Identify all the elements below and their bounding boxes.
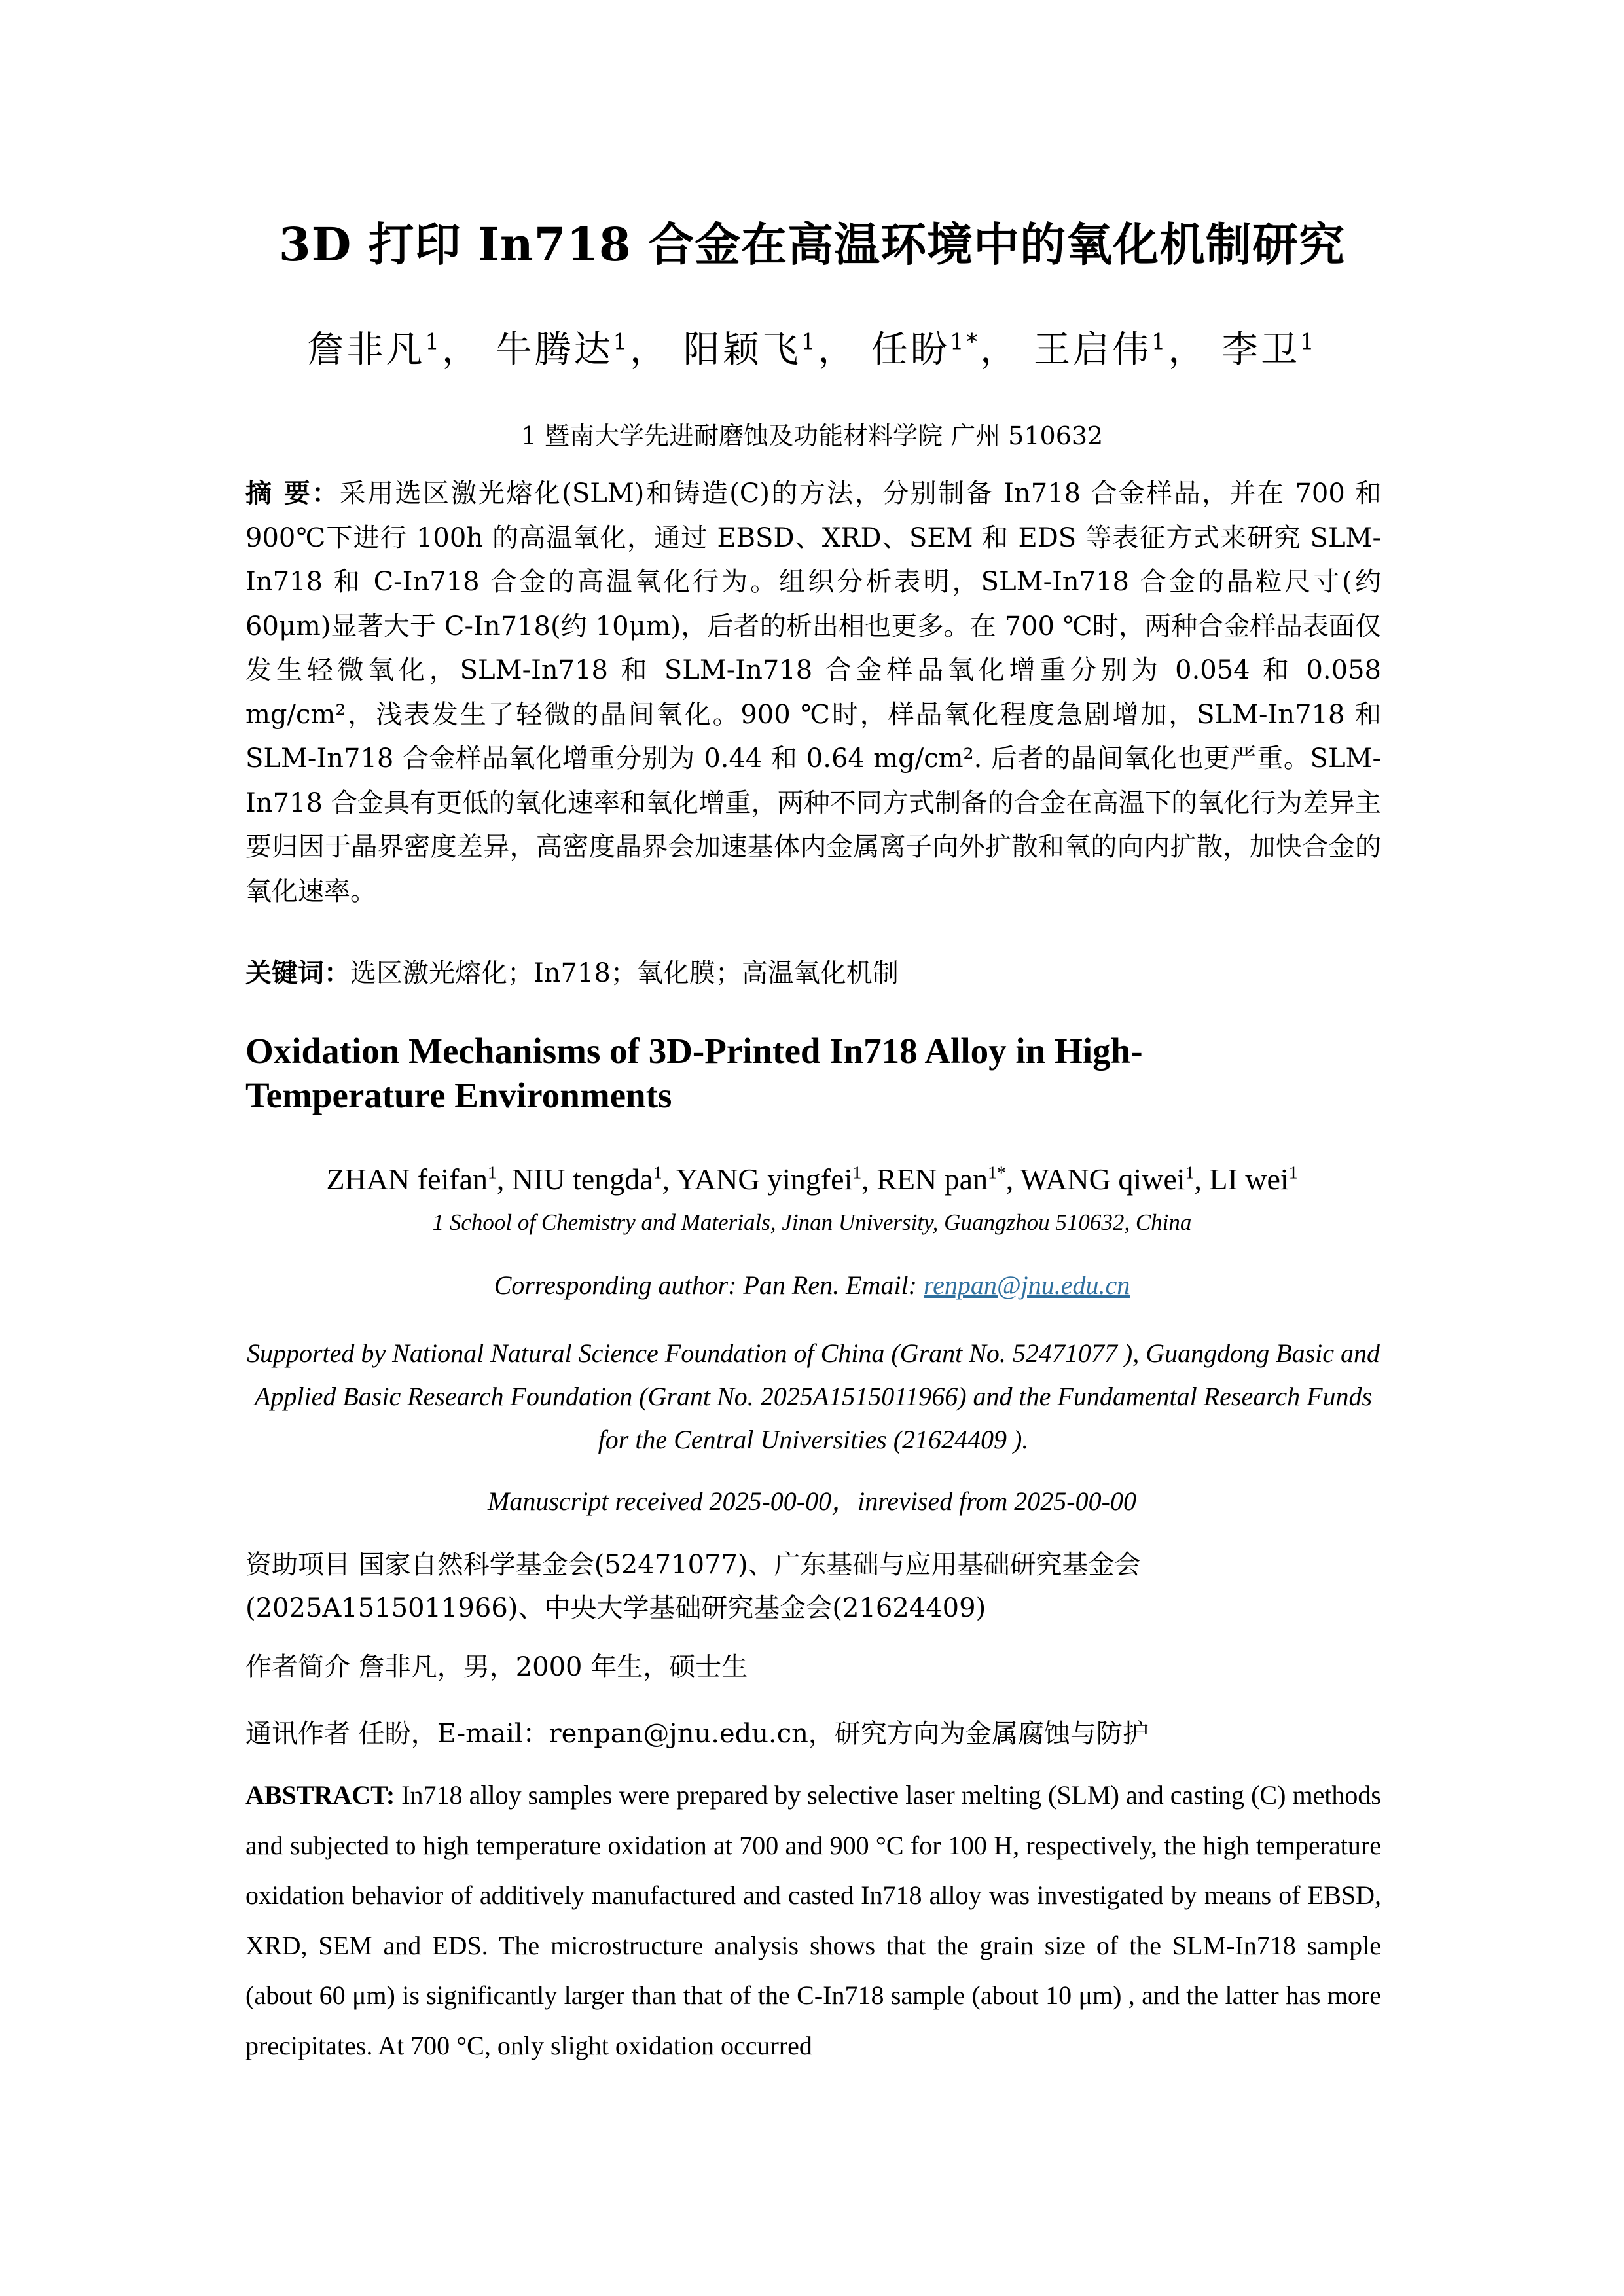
author-separator: ， bbox=[441, 329, 481, 371]
title-english: Oxidation Mechanisms of 3D-Printed In718 Alloy in High-Temperature Environments bbox=[245, 1031, 1143, 1115]
author-zh: 王启伟 bbox=[1033, 329, 1151, 371]
author-separator: , bbox=[1194, 1162, 1210, 1196]
author-zh: 任盼 bbox=[871, 329, 950, 371]
affiliation-english: 1 School of Chemistry and Materials, Jinan University, Guangzhou 510632, China bbox=[432, 1210, 1192, 1235]
author-affil-mark: 1 bbox=[488, 1162, 497, 1183]
author-affil-mark: 1 bbox=[852, 1162, 862, 1183]
abstract-en-text: In718 alloy samples were prepared by selective laser melting (SLM) and casting (C) methods and subjected to high temperature oxidation at 700 and 900 °C for 100 H, respectively, the high temperature oxidation behavior of additively manufactured and casted In718 alloy was investigated by means of EBSD, XRD, SEM and EDS. The microstructure analysis shows that the grain size of the SLM-In718 sample (about 60 μm) is significantly larger than that of the C-In718 sample (about 10 μm) , and the latter has more precipitates. At 700 °C, only slight oxidation occurred bbox=[245, 1780, 1381, 2060]
abstract-zh-text: 采用选区激光熔化(SLM)和铸造(C)的方法，分别制备 In718 合金样品，并在 700 和 900℃下进行 100h 的高温氧化，通过 EBSD、XRD、SEM 和 EDS 等表征方式来研究 SLM-In718 和 C-In718 合金的高温氧化行为。组织分析表明，SLM-In718 合金的晶粒尺寸(约 60μm)显著大于 C-In718(约 10μm)，后者的析出相也更多。在 700 ℃时，两种合金样品表面仅发生轻微氧化，SLM-In718 和 SLM-In718 合金样品氧化增重分别为 0.054 和 0.058 mg/cm²，浅表发生了轻微的晶间氧化。900 ℃时，样品氧化程度急剧增加，SLM-In718 和 SLM-In718 合金样品氧化增重分别为 0.44 和 0.64 mg/cm². 后者的晶间氧化也更严重。SLM-In718 合金具有更低的氧化速率和氧化增重，两种不同方式制备的合金在高温下的氧化行为差异主要归因于晶界密度差异，高密度晶界会加速基体内金属离子向外扩散和氧的向内扩散，加快合金的氧化速率。 bbox=[245, 478, 1381, 906]
author-separator: , bbox=[496, 1162, 512, 1196]
author-affil-mark: 1 bbox=[1185, 1162, 1195, 1183]
author-zh: 阳颖飞 bbox=[683, 329, 801, 371]
author-affil-mark: 1 bbox=[613, 329, 630, 355]
corresponding-prefix: Corresponding author: Pan Ren. Email: bbox=[494, 1270, 924, 1300]
author-zh: 詹非凡 bbox=[307, 329, 425, 371]
author-separator: , bbox=[662, 1162, 676, 1196]
author-separator: , bbox=[1005, 1162, 1020, 1196]
author-affil-mark: 1 bbox=[425, 329, 442, 355]
author-affil-mark: 1 bbox=[1300, 329, 1317, 355]
author-en: NIU tengda bbox=[511, 1162, 653, 1196]
authors-chinese bbox=[0, 321, 1624, 373]
title-chinese: 3D 打印 In718 合金在高温环境中的氧化机制研究 bbox=[278, 217, 1346, 272]
authors-english bbox=[0, 1162, 1624, 1196]
author-affil-mark: 1 bbox=[801, 329, 818, 355]
author-affil-mark: 1 bbox=[653, 1162, 662, 1183]
author-affil-mark: 1* bbox=[950, 329, 981, 355]
corresponding-email-link[interactable]: renpan@jnu.edu.cn bbox=[923, 1270, 1130, 1300]
author-zh: 李卫 bbox=[1221, 329, 1301, 371]
author-separator: ， bbox=[630, 329, 670, 371]
keywords-chinese bbox=[245, 952, 1381, 990]
author-bio: 作者简介 詹非凡，男，2000 年生，硕士生 bbox=[245, 1652, 748, 1682]
author-separator: ， bbox=[980, 329, 1020, 371]
author-separator: ， bbox=[1168, 329, 1208, 371]
funding-chinese: 资助项目 国家自然科学基金会(52471077)、广东基础与应用基础研究基金会(2025A1515011966)、中央大学基础研究基金会(21624409) bbox=[245, 1550, 1141, 1623]
author-separator: , bbox=[861, 1162, 877, 1196]
author-zh: 牛腾达 bbox=[495, 329, 613, 371]
corresponding-contact: 通讯作者 任盼，E-mail：renpan@jnu.edu.cn，研究方向为金属腐蚀与防护 bbox=[245, 1719, 1149, 1749]
abstract-chinese bbox=[245, 471, 1381, 914]
abstract-english bbox=[245, 1770, 1381, 2071]
author-affil-mark: 1 bbox=[1288, 1162, 1298, 1183]
author-separator: ， bbox=[818, 329, 857, 371]
author-en: REN pan bbox=[876, 1162, 988, 1196]
manuscript-received: Manuscript received 2025-00-00，inrevised from 2025-00-00 bbox=[488, 1486, 1136, 1516]
support-statement: Supported by National Natural Science Foundation of China (Grant No. 52471077 ), Guangdong Basic and Applied Basic Research Foundation (Grant No. 2025A1515011966) and the Fundamental Research Funds for the Central Universities (21624409 ). bbox=[246, 1338, 1380, 1454]
author-affil-mark: 1* bbox=[988, 1162, 1006, 1183]
abstract-en-label: ABSTRACT: bbox=[245, 1780, 395, 1810]
corresponding-author bbox=[0, 1270, 1624, 1300]
author-affil-mark: 1 bbox=[1151, 329, 1168, 355]
author-en: ZHAN feifan bbox=[326, 1162, 488, 1196]
affiliation-chinese: 1 暨南大学先进耐磨蚀及功能材料学院 广州 510632 bbox=[520, 422, 1104, 450]
author-en: WANG qiwei bbox=[1020, 1162, 1185, 1196]
author-en: YANG yingfei bbox=[676, 1162, 853, 1196]
abstract-zh-label: 摘 要： bbox=[245, 478, 340, 509]
keywords-zh-label: 关键词： bbox=[245, 958, 350, 988]
author-en: LI wei bbox=[1209, 1162, 1289, 1196]
keywords-zh-text: 选区激光熔化；In718；氧化膜；高温氧化机制 bbox=[350, 958, 899, 988]
